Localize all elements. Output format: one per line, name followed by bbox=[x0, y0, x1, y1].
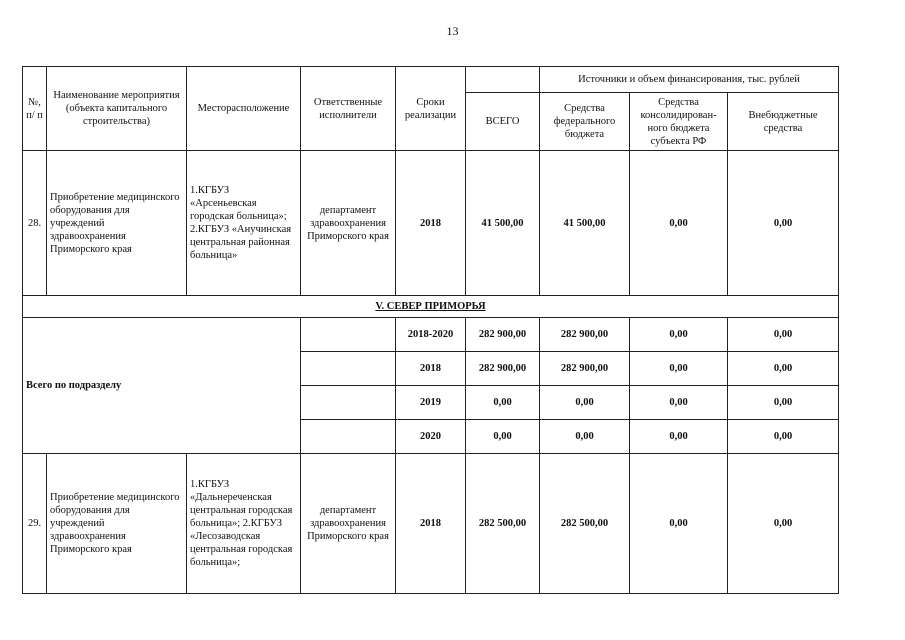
header-period: Сроки реализации bbox=[396, 67, 466, 151]
total-cell: 282 500,00 bbox=[466, 454, 540, 594]
table-row bbox=[23, 454, 839, 594]
header-num: №, п/ п bbox=[23, 67, 47, 151]
header-funding-group: Источники и объем финансирования, тыс. рублей bbox=[540, 67, 839, 93]
year-cell: 2018 bbox=[396, 352, 466, 386]
header-blank bbox=[466, 67, 540, 93]
year-cell: 2019 bbox=[396, 386, 466, 420]
executor-cell: департамент здравоохранения Приморского края bbox=[301, 151, 396, 296]
federal-cell: 282 900,00 bbox=[540, 352, 630, 386]
location-cell: 1.КГБУЗ «Арсеньевская городская больница»; 2.КГБУЗ «Анучинская центральная районная больница» bbox=[187, 151, 301, 296]
year-cell: 2018 bbox=[396, 454, 466, 594]
regional-cell: 0,00 bbox=[630, 318, 728, 352]
year-cell: 2018-2020 bbox=[396, 318, 466, 352]
federal-cell: 0,00 bbox=[540, 420, 630, 454]
total-cell: 282 900,00 bbox=[466, 318, 540, 352]
regional-cell: 0,00 bbox=[630, 420, 728, 454]
header-location: Месторасположение bbox=[187, 67, 301, 151]
header-name: Наименование мероприятия (объекта капитального строительства) bbox=[47, 67, 187, 151]
subtotal-executor-blank bbox=[301, 318, 396, 352]
extra-cell: 0,00 bbox=[728, 420, 839, 454]
extra-cell: 0,00 bbox=[728, 386, 839, 420]
federal-cell: 282 900,00 bbox=[540, 318, 630, 352]
activity-name: Приобретение медицинского оборудования для учреждений здравоохранения Приморского края bbox=[47, 151, 187, 296]
total-cell: 41 500,00 bbox=[466, 151, 540, 296]
subtotal-executor-blank bbox=[301, 386, 396, 420]
page-number: 13 bbox=[446, 24, 459, 38]
subtotal-row bbox=[23, 318, 839, 352]
federal-cell: 41 500,00 bbox=[540, 151, 630, 296]
header-executors: Ответственные исполнители bbox=[301, 67, 396, 151]
year-cell: 2020 bbox=[396, 420, 466, 454]
year-cell: 2018 bbox=[396, 151, 466, 296]
location-cell: 1.КГБУЗ «Дальнереченская центральная городская больница»; 2.КГБУЗ «Лесозаводская центральная городская больница»; bbox=[187, 454, 301, 594]
section-row bbox=[23, 296, 839, 318]
regional-cell: 0,00 bbox=[630, 151, 728, 296]
extra-cell: 0,00 bbox=[728, 454, 839, 594]
row-number: 29. bbox=[23, 454, 47, 594]
row-number: 28. bbox=[23, 151, 47, 296]
executor-cell: департамент здравоохранения Приморского края bbox=[301, 454, 396, 594]
federal-cell: 0,00 bbox=[540, 386, 630, 420]
extra-cell: 0,00 bbox=[728, 318, 839, 352]
regional-cell: 0,00 bbox=[630, 454, 728, 594]
header-extra: Внебюджетные средства bbox=[728, 93, 839, 151]
header-row bbox=[23, 67, 839, 93]
regional-cell: 0,00 bbox=[630, 352, 728, 386]
total-cell: 0,00 bbox=[466, 386, 540, 420]
extra-cell: 0,00 bbox=[728, 352, 839, 386]
subtotal-executor-blank bbox=[301, 420, 396, 454]
federal-cell: 282 500,00 bbox=[540, 454, 630, 594]
header-regional: Средства консолидирован-ного бюджета субъекта РФ bbox=[630, 93, 728, 151]
section-title: V. СЕВЕР ПРИМОРЬЯ bbox=[23, 296, 839, 318]
table-row bbox=[23, 151, 839, 296]
total-cell: 282 900,00 bbox=[466, 352, 540, 386]
subtotal-label: Всего по подразделу bbox=[23, 318, 301, 454]
funding-table bbox=[22, 66, 839, 594]
header-total: ВСЕГО bbox=[466, 93, 540, 151]
header-federal: Средства федерального бюджета bbox=[540, 93, 630, 151]
regional-cell: 0,00 bbox=[630, 386, 728, 420]
total-cell: 0,00 bbox=[466, 420, 540, 454]
subtotal-executor-blank bbox=[301, 352, 396, 386]
extra-cell: 0,00 bbox=[728, 151, 839, 296]
activity-name: Приобретение медицинского оборудования для учреждений здравоохранения Приморского края bbox=[47, 454, 187, 594]
